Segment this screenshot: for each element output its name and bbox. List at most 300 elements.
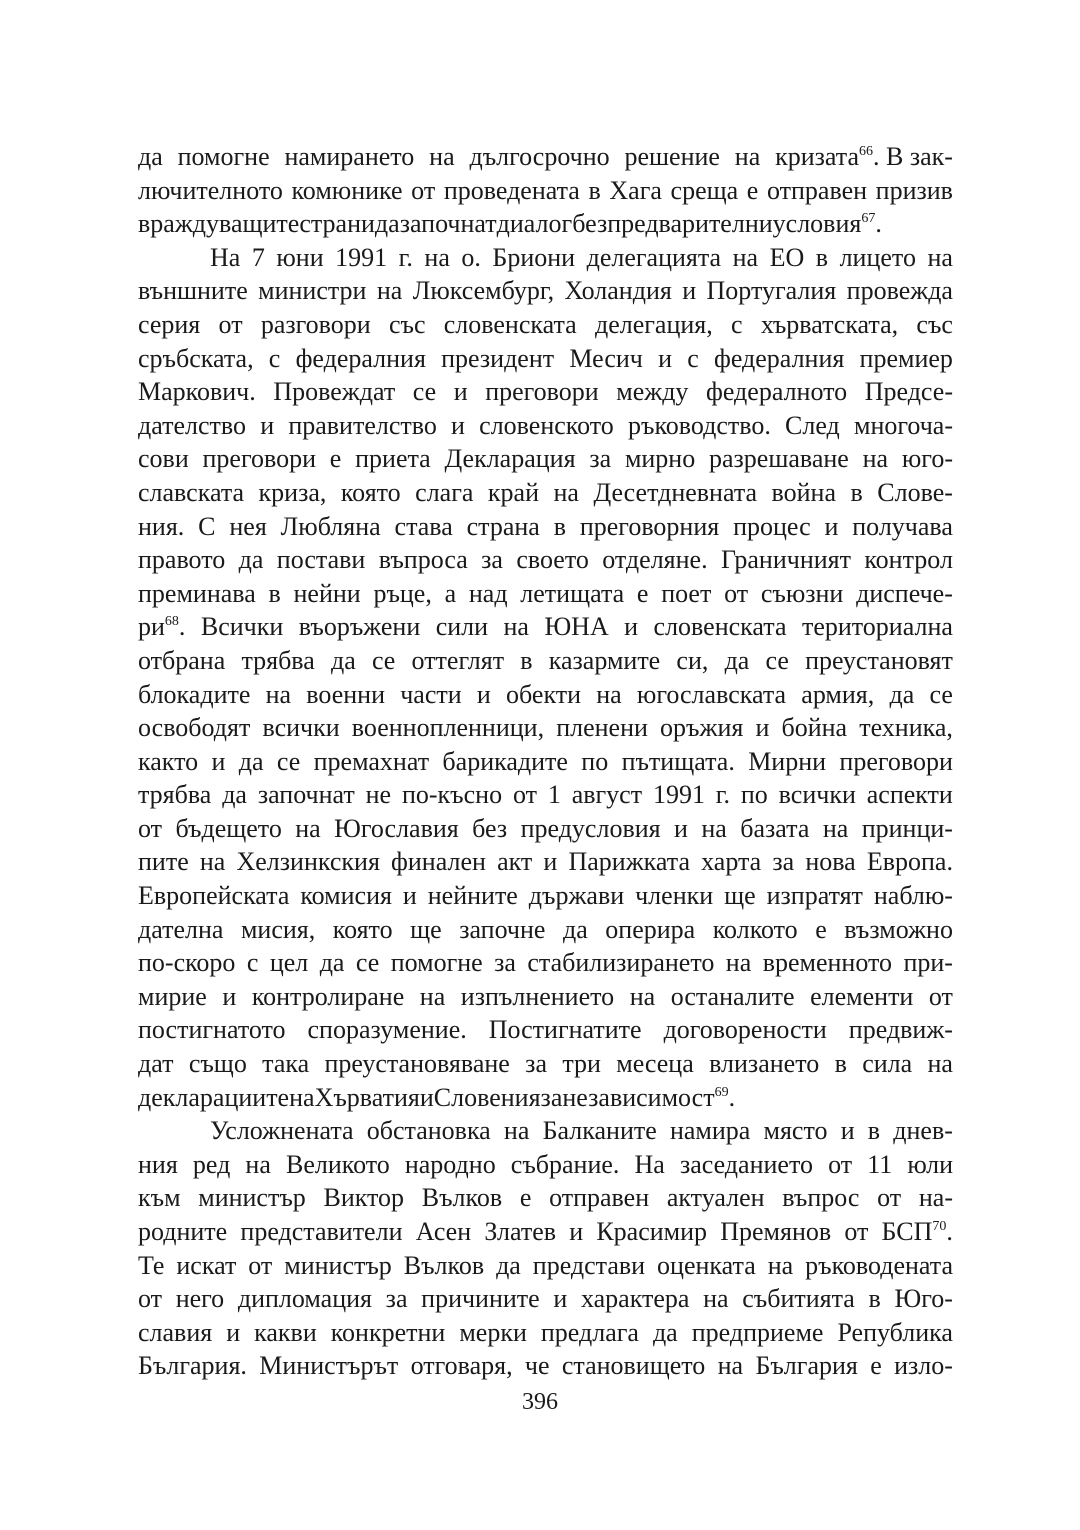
text-line: [138, 678, 953, 712]
word: Любляна: [280, 511, 381, 541]
word: Хърватия: [314, 1082, 420, 1112]
word: словенската: [653, 612, 787, 642]
word: Виктор: [323, 1183, 405, 1213]
word: Усложнената: [210, 1116, 354, 1146]
text-line: [138, 879, 953, 913]
word: пленени: [556, 713, 648, 743]
word: отправен: [549, 1183, 650, 1213]
word: елементи: [810, 981, 914, 1011]
word: с: [687, 343, 699, 373]
word: предварителни: [607, 209, 773, 239]
word: Словения: [433, 1082, 541, 1112]
word: Всички: [200, 612, 284, 642]
word: сови: [138, 444, 189, 474]
word: отправен: [766, 175, 868, 205]
word: да: [238, 545, 264, 575]
word: родните: [138, 1217, 228, 1246]
word: и: [674, 813, 688, 843]
word: премиер: [859, 343, 953, 373]
word: своето: [516, 545, 589, 575]
word: приета: [355, 444, 431, 474]
word: ще: [724, 881, 756, 911]
word: г.: [715, 780, 731, 810]
word: среща: [670, 175, 739, 205]
word: е: [815, 914, 827, 944]
word: всички: [262, 713, 340, 743]
word: бойна: [781, 713, 848, 743]
word: възможно: [844, 914, 953, 944]
word: война: [771, 477, 837, 507]
word: декларациите: [138, 1082, 290, 1112]
word: Холандия: [564, 276, 672, 306]
text-line: [138, 1249, 953, 1283]
word-with-footnote: [562, 1081, 735, 1115]
word: отговаря,: [410, 1351, 513, 1381]
word: славия: [138, 1317, 213, 1347]
word: на: [701, 813, 727, 843]
word: федералното: [706, 377, 848, 407]
word: месеца: [616, 1049, 694, 1079]
word: военнопленници,: [351, 713, 545, 743]
word: въпрос: [782, 1183, 860, 1213]
footnote-marker: 70: [932, 1219, 947, 1234]
word-tail: .: [178, 612, 186, 642]
word: представи: [532, 1250, 646, 1280]
word: трябва: [138, 780, 212, 810]
word: и: [658, 343, 672, 373]
word: Те: [138, 1250, 165, 1280]
text-line: [138, 308, 953, 342]
word: с: [268, 343, 281, 373]
word: както: [138, 746, 199, 776]
word: многоча-: [854, 410, 953, 440]
word: призив: [875, 175, 953, 205]
word: се: [371, 645, 396, 675]
word: е: [636, 578, 649, 608]
word: г.: [398, 242, 413, 272]
word: разрешаване: [709, 444, 849, 474]
word: враждуващите: [138, 209, 300, 239]
word: на: [553, 477, 579, 507]
word: и: [755, 713, 770, 743]
word: о.: [461, 242, 481, 272]
word: финален: [391, 847, 486, 877]
word: в: [553, 511, 566, 541]
word: постигнатото: [138, 1015, 286, 1045]
word: преговорния: [579, 511, 720, 541]
word-with-footnote: [138, 610, 185, 644]
word: изпратят: [766, 881, 863, 911]
word: условия: [772, 209, 862, 239]
text-line: [138, 342, 953, 376]
word: от: [138, 1284, 163, 1314]
word: дат: [138, 1049, 174, 1079]
word: с: [246, 948, 259, 978]
word: представители: [240, 1217, 403, 1246]
word: словенската: [443, 309, 577, 339]
word: лючителното: [138, 175, 283, 205]
text-line: [138, 946, 953, 980]
word: България: [755, 1351, 858, 1381]
word: помогне: [390, 948, 483, 978]
word: три: [562, 1049, 601, 1079]
word: разговори: [260, 309, 371, 339]
word: кризата: [775, 142, 860, 171]
word: започнат: [399, 209, 497, 239]
word: нейни: [293, 578, 361, 608]
word: днев-: [893, 1116, 953, 1146]
text-line: [138, 543, 953, 577]
word-tail: . В зак-: [873, 142, 953, 171]
word: се: [355, 948, 380, 978]
word: на: [199, 847, 226, 877]
word: намира: [669, 1116, 751, 1146]
word: Хага: [609, 175, 662, 205]
word: обекти: [506, 679, 582, 709]
word: и: [476, 679, 491, 709]
word: На: [634, 1149, 665, 1179]
text-line: [138, 1282, 953, 1316]
word: на: [503, 612, 529, 642]
word: в: [520, 645, 533, 675]
word: Месич: [569, 343, 643, 373]
word: да: [562, 914, 588, 944]
word: и: [824, 511, 839, 541]
word: да: [319, 948, 345, 978]
word: и: [419, 1082, 434, 1112]
word: дипломация: [237, 1284, 372, 1314]
word: диалог: [496, 209, 573, 239]
text-line: [138, 1013, 953, 1047]
word: на: [503, 1116, 530, 1146]
word: процес: [733, 511, 811, 541]
word: мерки: [459, 1317, 527, 1347]
word: пите: [138, 847, 189, 877]
word: юни: [276, 242, 324, 272]
word: договорености: [663, 1015, 827, 1045]
word: югославската: [636, 679, 787, 709]
word: оперира: [605, 914, 696, 944]
word: сили: [435, 612, 489, 642]
word: преговори: [202, 444, 316, 474]
word: по: [740, 780, 768, 810]
word: Европейската: [138, 881, 290, 911]
word: преговори: [839, 746, 953, 776]
text-line: [138, 140, 953, 174]
word: в: [268, 578, 281, 608]
word-with-footnote: [882, 1215, 953, 1249]
word: нея: [229, 511, 267, 541]
text-line: [138, 1047, 953, 1081]
word: на: [703, 1284, 729, 1314]
word: на: [732, 242, 759, 272]
word: на: [725, 948, 752, 978]
word: на: [767, 1250, 794, 1280]
word: народно: [404, 1149, 496, 1179]
word: останалите: [670, 981, 795, 1011]
word: ЕО: [769, 242, 805, 272]
word: на: [862, 444, 889, 474]
word: и: [682, 276, 697, 306]
word: така: [262, 1049, 310, 1079]
word: и: [569, 1217, 584, 1246]
word: становището: [561, 1351, 706, 1381]
word: Десетдневната: [593, 477, 758, 507]
word: се: [412, 377, 437, 407]
word: предлага: [540, 1317, 639, 1347]
word: от: [928, 981, 953, 1011]
text-line: [138, 375, 953, 409]
word: министър: [198, 1183, 306, 1213]
text-line: [138, 241, 953, 275]
text-line: [138, 610, 953, 644]
word: отбрана: [138, 645, 226, 675]
word: След: [785, 410, 840, 440]
word: за: [525, 1049, 547, 1079]
text-line: [138, 745, 953, 779]
word: ръководената: [805, 1250, 953, 1280]
page-number: 396: [522, 1389, 558, 1415]
word: да: [138, 142, 163, 171]
word: преговори: [485, 377, 599, 407]
word: от: [411, 175, 436, 205]
word: и: [840, 1116, 855, 1146]
word: пътищата.: [621, 746, 735, 776]
word: въпроса: [378, 545, 468, 575]
word: по: [581, 746, 609, 776]
text-line: [138, 778, 953, 812]
word: на: [927, 242, 953, 272]
text-line: [138, 644, 953, 678]
word: помогне: [177, 142, 270, 171]
word: да: [374, 209, 400, 239]
text-line: [138, 274, 953, 308]
word: към: [138, 1183, 181, 1213]
footnote-marker: 68: [164, 614, 179, 630]
word: териториална: [801, 612, 953, 642]
word: без: [472, 813, 508, 843]
word: нейните: [427, 881, 518, 911]
word: президент: [441, 343, 555, 373]
word: Португалия: [706, 276, 837, 306]
word: за: [385, 1284, 408, 1314]
word: започнат: [257, 780, 355, 810]
word: армия,: [801, 679, 875, 709]
word: в: [850, 477, 863, 507]
word: със: [388, 309, 426, 339]
word-tail: .: [875, 209, 882, 239]
word: С: [198, 511, 216, 541]
word: характера: [580, 1284, 690, 1314]
word: акт: [497, 847, 533, 877]
word: членки: [635, 881, 714, 911]
word: криза,: [258, 477, 327, 507]
text-line: [138, 510, 953, 544]
word: и: [624, 612, 639, 642]
word: заседанието: [679, 1149, 813, 1179]
word: аспекти: [866, 780, 953, 810]
word: всички: [778, 780, 856, 810]
word: започне: [459, 914, 546, 944]
word: ръце,: [373, 578, 432, 608]
word: премахнат: [313, 746, 430, 776]
word: 1991: [335, 242, 388, 272]
text-line: [138, 812, 953, 846]
text-line: [138, 845, 953, 879]
word: Парижката: [568, 847, 690, 877]
word: дателна: [138, 914, 224, 944]
word: за: [494, 948, 516, 978]
word: контролиране: [251, 981, 405, 1011]
word: техника,: [859, 713, 953, 743]
word: 1: [547, 780, 561, 810]
word: преустановяване: [324, 1049, 510, 1079]
word: 11: [867, 1149, 893, 1179]
word: намирането: [284, 142, 415, 171]
word: мирие: [138, 981, 207, 1011]
word: делегацията: [586, 242, 722, 272]
word: да: [652, 1317, 678, 1347]
word: ЮНА: [544, 612, 609, 642]
word: при-: [903, 948, 953, 978]
footnote-marker: 66: [859, 144, 874, 159]
word: се: [765, 645, 789, 675]
word: която: [332, 914, 393, 944]
word: части: [400, 679, 462, 709]
word: дателство: [138, 410, 246, 440]
word: е: [746, 175, 759, 205]
word: над: [468, 578, 508, 608]
word: оттеглят: [411, 645, 505, 675]
word: август: [571, 780, 643, 810]
word: на: [424, 242, 450, 272]
word: влизането: [709, 1049, 820, 1079]
word: ри: [138, 612, 165, 642]
word: юго-: [901, 444, 953, 474]
word: Провеждат: [273, 377, 396, 407]
word: от: [828, 1149, 853, 1179]
word: на: [717, 1351, 744, 1381]
word: ния.: [138, 511, 185, 541]
word: от: [724, 578, 749, 608]
word: казармите: [548, 645, 661, 675]
word: Постигнатите: [488, 1015, 642, 1045]
word: край: [487, 477, 539, 507]
word: правото: [138, 545, 226, 575]
word: оценката: [657, 1250, 756, 1280]
word: сила: [862, 1049, 913, 1079]
word: в: [834, 1049, 847, 1079]
text-line: [138, 476, 953, 510]
word: делегация,: [594, 309, 713, 339]
word: въоръжени: [298, 612, 421, 642]
word: събрание.: [510, 1149, 620, 1179]
word: става: [394, 511, 453, 541]
word-tail: .: [946, 1217, 953, 1246]
word: Слове-: [877, 477, 953, 507]
word: военни: [306, 679, 385, 709]
word: правителство: [288, 410, 437, 440]
word: да: [724, 645, 750, 675]
text-line: [138, 980, 953, 1014]
word: в: [868, 1284, 881, 1314]
word: от: [877, 1183, 902, 1213]
word: Юго-: [894, 1284, 953, 1314]
word: провежда: [846, 276, 953, 306]
word: държави: [528, 881, 625, 911]
text-line: [138, 711, 953, 745]
word: и: [453, 377, 468, 407]
word: без: [572, 209, 608, 239]
word: и: [226, 1317, 241, 1347]
word: Европа.: [866, 847, 953, 877]
word: нова: [805, 847, 856, 877]
word: Република: [837, 1317, 953, 1347]
word: на: [289, 1082, 315, 1112]
text-line: [138, 207, 953, 241]
word: по-късно: [401, 780, 503, 810]
word: е: [329, 444, 342, 474]
word: причините: [421, 1284, 540, 1314]
word: България.: [138, 1351, 247, 1381]
word: на: [265, 679, 292, 709]
word: Вълков: [421, 1183, 503, 1213]
word: цел: [269, 948, 309, 978]
word: Красимир: [596, 1217, 708, 1246]
word: от: [844, 1217, 869, 1246]
word: да: [222, 780, 247, 810]
word: славската: [138, 477, 245, 507]
word: в: [588, 175, 601, 205]
word: на: [429, 142, 455, 171]
text-line: [138, 174, 953, 208]
text-line: [138, 577, 953, 611]
word: Бриони: [492, 242, 576, 272]
word: барикадите: [442, 746, 568, 776]
text-line: [138, 1181, 953, 1215]
word: на: [419, 981, 446, 1011]
word: какви: [254, 1317, 317, 1347]
word: бъдещето: [175, 813, 282, 843]
word: за: [540, 1082, 563, 1112]
word: обстановка: [366, 1116, 491, 1146]
word: конкретни: [330, 1317, 446, 1347]
text-line: [138, 1081, 953, 1115]
word-with-footnote: [773, 207, 882, 241]
word: Декларация: [444, 444, 576, 474]
word: преустановят: [805, 645, 953, 675]
text-line: [138, 1215, 953, 1249]
word: и: [543, 847, 558, 877]
word: ще: [410, 914, 442, 944]
text-line: [138, 442, 953, 476]
word: мисия,: [240, 914, 316, 944]
word: място: [763, 1116, 828, 1146]
word: Премянов: [720, 1217, 832, 1246]
word: предприеме: [691, 1317, 824, 1347]
word: а: [444, 578, 457, 608]
word: Граничният: [720, 545, 851, 575]
word: стабилизирането: [527, 948, 715, 978]
word: базата: [740, 813, 810, 843]
word: комюнике: [291, 175, 403, 205]
text-line: [138, 409, 953, 443]
word: Люксембург,: [412, 276, 555, 306]
word-tail: .: [728, 1082, 736, 1112]
word: лицето: [839, 242, 916, 272]
word: сръбската,: [138, 343, 254, 373]
word: Мирни: [748, 746, 827, 776]
